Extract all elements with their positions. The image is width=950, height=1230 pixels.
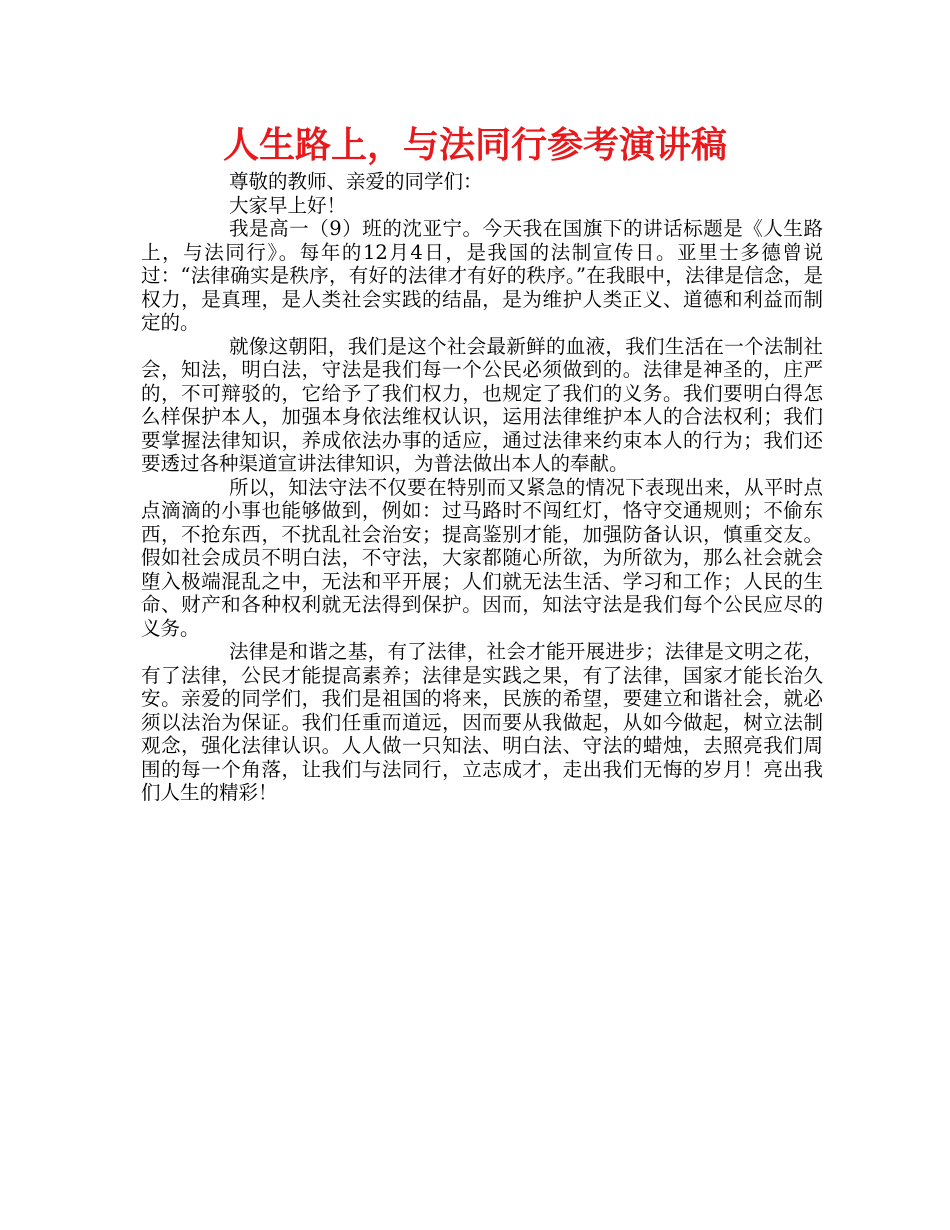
paragraph-intro: 我是高一（9）班的沈亚宁。今天我在国旗下的讲话标题是《人生路上，与法同行》。每年的12月4日，是我国的法制宣传日。亚里士多德曾说过：“法律确实是秩序，有好的法律才有好的秩序。”在我眼中，法律是信念，是权力，是真理，是人类社会实践的结晶，是为维护人类正义、道德和利益而制定的。 bbox=[141, 217, 823, 334]
document-body bbox=[141, 170, 823, 805]
paragraph-obligation: 就像这朝阳，我们是这个社会最新鲜的血液，我们生活在一个法制社会，知法，明白法，守法是我们每一个公民必须做到的。法律是神圣的，庄严的，不可辩驳的，它给予了我们权力，也规定了我们的义务。我们要明白得怎么样保护本人，加强本身依法维权认识，运用法律维护本人的合法权利；我们要掌握法律知识，养成依法办事的适应，通过法律来约束本人的行为；我们还要透过各种渠道宣讲法律知识，为普法做出本人的奉献。 bbox=[141, 334, 823, 475]
document-title: 人生路上，与法同行参考演讲稿 bbox=[222, 125, 727, 166]
paragraph-conclusion: 法律是和谐之基，有了法律，社会才能开展进步；法律是文明之花，有了法律，公民才能提高素养；法律是实践之果，有了法律，国家才能长治久安。亲爱的同学们，我们是祖国的将来，民族的希望，要建立和谐社会，就必须以法治为保证。我们任重而道远，因而要从我做起，从如今做起，树立法制观念，强化法律认识。人人做一只知法、明白法、守法的蜡烛，去照亮我们周围的每一个角落，让我们与法同行，立志成才，走出我们无悔的岁月！亮出我们人生的精彩！ bbox=[141, 640, 823, 804]
salutation: 尊敬的教师、亲爱的同学们： bbox=[229, 170, 483, 193]
greeting: 大家早上好！ bbox=[229, 193, 347, 217]
paragraph-examples: 所以，知法守法不仅要在特别而又紧急的情况下表现出来，从平时点点滴滴的小事也能够做到，例如：过马路时不闯红灯，恪守交通规则；不偷东西，不抢东西，不扰乱社会治安；提高鉴别才能，加强防备认识，慎重交友。假如社会成员不明白法，不守法，大家都随心所欲，为所欲为，那么社会就会堕入极端混乱之中，无法和平开展；人们就无法生活、学习和工作；人民的生命、财产和各种权利就无法得到保护。因而，知法守法是我们每个公民应尽的义务。 bbox=[141, 475, 823, 640]
